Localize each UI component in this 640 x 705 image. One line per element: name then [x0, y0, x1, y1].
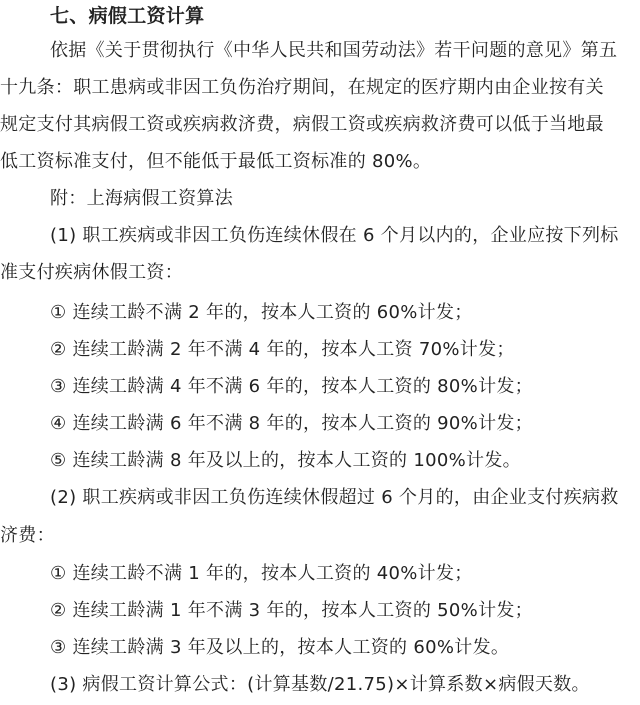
section-2-line: 济费： [0, 525, 55, 546]
section-2-line: (2) 职工疾病或非因工负伤连续休假超过 6 个月的，由企业支付疾病救 [50, 487, 619, 508]
section-1-line: 准支付疾病休假工资： [0, 262, 183, 283]
paragraph-line: 依据《关于贯彻执行《中华人民共和国劳动法》若干问题的意见》第五 [50, 40, 618, 61]
list-item: ③ 连续工龄满 3 年及以上的，按本人工资的 60%计发。 [50, 637, 510, 658]
list-item: ③ 连续工龄满 4 年不满 6 年的，按本人工资的 80%计发； [50, 376, 533, 397]
paragraph-line: 十九条：职工患病或非因工负伤治疗期间，在规定的医疗期内由企业按有关 [0, 77, 604, 98]
paragraph-line: 低工资标准支付，但不能低于最低工资标准的 80%。 [0, 151, 432, 172]
paragraph-line: 规定支付其病假工资或疾病救济费，病假工资或疾病救济费可以低于当地最 [0, 114, 604, 135]
section-heading: 七、病假工资计算 [50, 5, 205, 27]
list-item: ② 连续工龄满 1 年不满 3 年的，按本人工资的 50%计发； [50, 600, 533, 621]
appendix-title: 附：上海病假工资算法 [50, 188, 233, 209]
formula-line: (3) 病假工资计算公式：(计算基数/21.75)×计算系数×病假天数。 [50, 674, 590, 695]
list-item: ⑤ 连续工龄满 8 年及以上的，按本人工资的 100%计发。 [50, 450, 521, 471]
list-item: ① 连续工龄不满 1 年的，按本人工资的 40%计发； [50, 563, 473, 584]
list-item: ① 连续工龄不满 2 年的，按本人工资的 60%计发； [50, 302, 473, 323]
list-item: ② 连续工龄满 2 年不满 4 年的，按本人工资 70%计发； [50, 339, 515, 360]
list-item: ④ 连续工龄满 6 年不满 8 年的，按本人工资的 90%计发； [50, 413, 533, 434]
section-1-line: (1) 职工疾病或非因工负伤连续休假在 6 个月以内的，企业应按下列标 [50, 225, 619, 246]
